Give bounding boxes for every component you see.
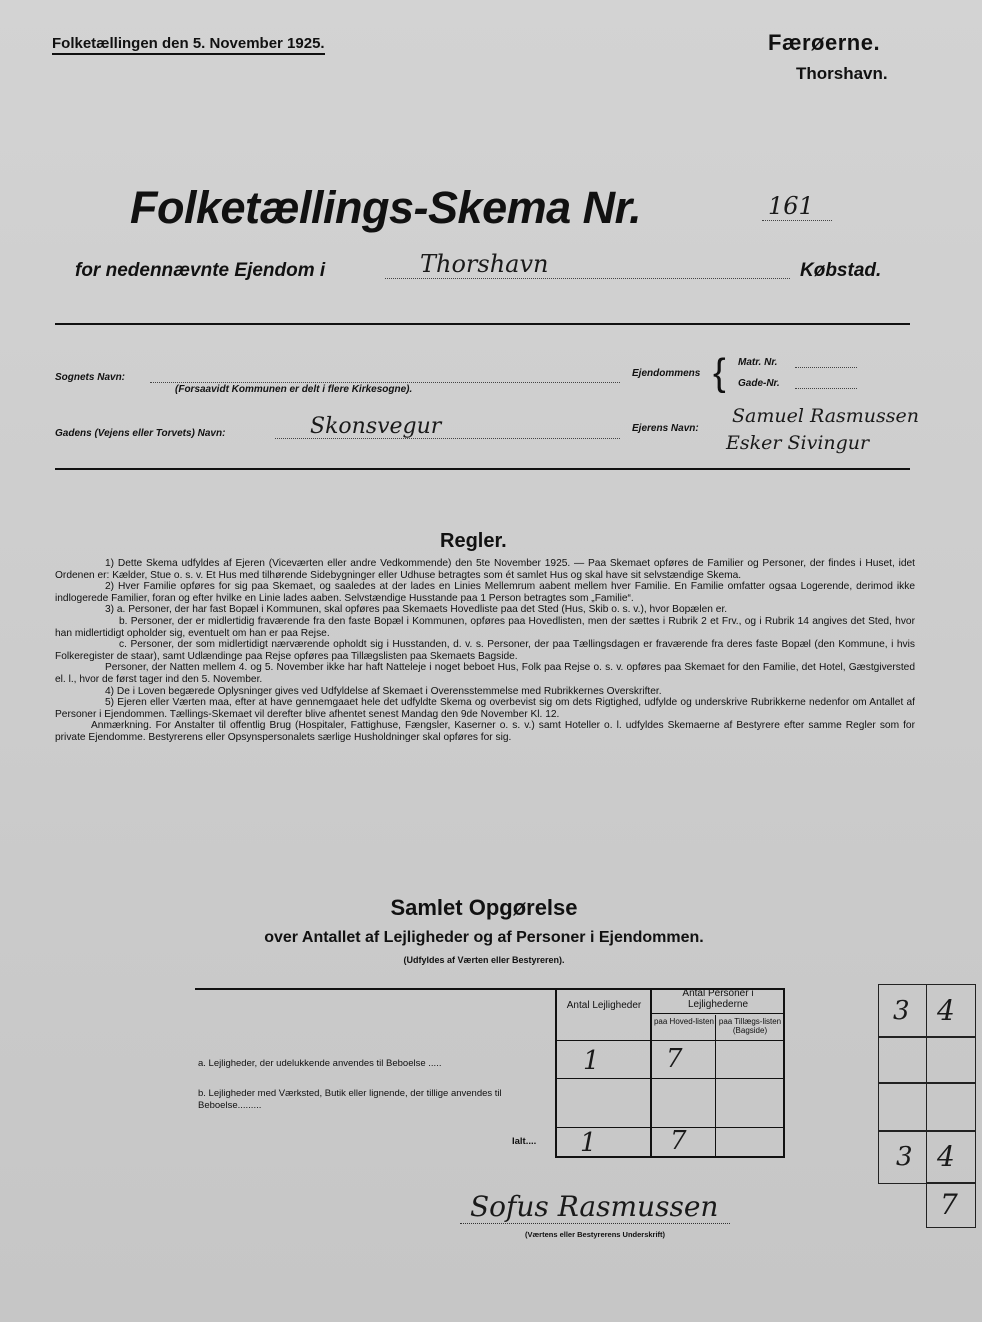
summary-subheading: over Antallet af Lejligheder og af Personer i Ejendommen.: [264, 929, 704, 946]
col-divider: [783, 990, 785, 1158]
brace: {: [713, 352, 726, 394]
street-label: Gadens (Vejens eller Torvets) Navn:: [55, 428, 226, 439]
total-apartments: 1: [580, 1128, 597, 1158]
rule-3d: Personer, der Natten mellem 4. og 5. November ikke har haft Natteleje i noget beboet Hus, Folk paa Rejse o. s. v. opføres paa Skemaet for den Familie, det Hotel, Gæstgiversted el. l., hvor de først tager ind den 5. November.: [55, 662, 915, 685]
rule-5: 5) Ejeren eller Værten maa, efter at have gennemgaaet hele det udfyldte Skema og overbevist sig om dets Rigtighed, udfylde og underskrive Rubrikkerne nedenfor om Antallet af Personer i Ejendommen. Tællings-Skemaet vil derefter blive afhentet senest Mandag den 9de November Kl. 12.: [55, 697, 915, 720]
side-box-r1-right: 4: [937, 994, 955, 1027]
rules-text: [55, 558, 915, 744]
rules-heading: Regler.: [440, 530, 507, 552]
property-location-label: for nedennævnte Ejendom i: [75, 260, 326, 281]
rule-4: 4) De i Loven begærede Oplysninger gives ved Udfyldelse af Skemaet i Overensstemmelse med Rubrikkernes Overskrifter.: [105, 685, 662, 697]
total-main-count: 7: [670, 1126, 687, 1156]
col-persons-header: Antal Personer i Lejlighederne: [682, 988, 754, 1010]
side-box-row-2: [878, 1036, 976, 1084]
street-no-label: Gade-Nr.: [738, 378, 780, 389]
form-number-line: [762, 220, 832, 221]
region-title: Færøerne.: [768, 30, 881, 55]
side-box-row-3: [878, 1082, 976, 1132]
parish-label: Sognets Navn:: [55, 372, 126, 383]
street-line: [275, 438, 620, 439]
row-a-main-count: 7: [666, 1044, 683, 1074]
form-title: Folketællings-Skema Nr.: [130, 182, 642, 233]
col-supp-list-header: paa Tillægs-listen (Bagside): [718, 1017, 782, 1035]
col-divider: [555, 990, 557, 1158]
row-divider: [555, 1078, 785, 1079]
rules-remark: Anmærkning. For Anstalter til offentlig Brug (Hospitaler, Fattighuse, Fængsler, Kaserner o. s. v.) samt Hoteller o. l. udfyldes Skemaerne af Bestyrere efter samme Regler som for private Ejendomme. Bestyrerens eller Opsynspersonalets særlige Husholdninger skal opføres for sig.: [55, 720, 915, 743]
side-box-r1-left: 3: [893, 996, 910, 1026]
side-box-r4-left: 3: [896, 1142, 913, 1172]
divider: [55, 323, 910, 325]
parish-note: (Forsaavidt Kommunen er delt i flere Kirkesogne).: [175, 384, 413, 395]
place-handwritten: Thorshavn: [420, 250, 549, 278]
rule-3c: c. Personer, der som midlertidigt nærværende opholdt sig i Husstanden, d. v. s. Personer, der paa Tællingsdagen er fraværende fra deres faste Bopæl (den Kommune, i hvis Folkeregister de staar), samt Udlændinge paa Rejse opføres paa Tillægslisten paa Skemaets Bagside.: [55, 639, 915, 662]
signature-line: [460, 1222, 730, 1224]
rule-2: 2) Hver Familie opføres for sig paa Skemaet, og saaledes at der lades en Linies Mellemrum aabent mellem hver Familie. En Familie omfatter ogsaa Logerende, derimod ikke indlogerede Familier, foran og efter hvilke en Linie lades aaben. Selvstændige Husstande paa 1 Person betragtes som „Familie“.: [55, 581, 915, 604]
col-main-list-header: paa Hoved-listen: [653, 1017, 715, 1026]
col-divider: [650, 990, 652, 1158]
matr-label: Matr. Nr.: [738, 357, 778, 368]
rule-3a: 3) a. Personer, der har fast Bopæl i Kommunen, skal opføres paa Skemaets Hovedliste paa det Sted (Hus, Skib o. s. v.), hvor Bopælen er.: [105, 604, 728, 616]
header-split: [652, 1013, 783, 1014]
parish-line: [150, 382, 620, 383]
side-box-r4-right: 4: [937, 1140, 955, 1173]
col-divider: [715, 1015, 716, 1158]
rule-3b: b. Personer, der er midlertidig fraværende fra den faste Bopæl i Kommunen, opføres paa Hovedlisten, men der sættes i Rubrik 2 et Frv., og i Rubrik 14 angives det Sted, hvor han midlertidigt opholder sig, eventuelt om han er paa Rejse.: [55, 615, 915, 639]
signature-handwritten: Sofus Rasmussen: [470, 1190, 719, 1223]
total-label: Ialt....: [512, 1136, 537, 1147]
row-a-apartments: 1: [583, 1046, 600, 1076]
matr-line: [795, 367, 857, 368]
place-line: [385, 278, 790, 279]
rule-1: 1) Dette Skema udfyldes af Ejeren (Viceværten eller andre Vedkommende) den 5te November 1925. — Paa Skemaet opføres de Familier og Personer, der findes i Huset, idet Ordenen er: Kælder, Stue o. s. v. Et Hus med tilhørende Sidebygninger eller Udhuse betragtes som ét samlet Hus og skal have sit selvstændige Skema.: [55, 558, 915, 581]
signature-caption: (Værtens eller Bestyrerens Underskrift): [525, 1230, 666, 1239]
row-a-label: a. Lejligheder, der udelukkende anvendes til Beboelse .....: [198, 1058, 442, 1069]
street-handwritten: Skonsvegur: [310, 414, 442, 439]
town-subtitle: Thorshavn.: [796, 64, 888, 83]
col-apartments-header: Antal Lejligheder: [566, 1000, 642, 1011]
owner-label: Ejerens Navn:: [632, 423, 699, 434]
divider: [55, 468, 910, 470]
property-label: Ejendommens: [632, 368, 701, 379]
row-b-label: b. Lejligheder med Værksted, Butik eller lignende, der tillige anvendes til Beboelse.........: [198, 1088, 502, 1111]
form-number-handwritten: 161: [768, 192, 814, 220]
census-date-header: Folketællingen den 5. November 1925.: [52, 35, 325, 55]
owner-handwritten-2: Esker Sivingur: [726, 432, 870, 454]
summary-note: (Udfyldes af Værten eller Bestyreren).: [403, 955, 565, 965]
side-box-row-4: [878, 1130, 976, 1184]
street-no-line: [795, 388, 857, 389]
side-box-r5-right: 7: [940, 1188, 958, 1221]
owner-handwritten-1: Samuel Rasmussen: [732, 405, 920, 427]
summary-heading: Samlet Opgørelse: [390, 895, 578, 920]
town-type-label: Købstad.: [800, 260, 882, 281]
header-bottom: [555, 1040, 785, 1041]
